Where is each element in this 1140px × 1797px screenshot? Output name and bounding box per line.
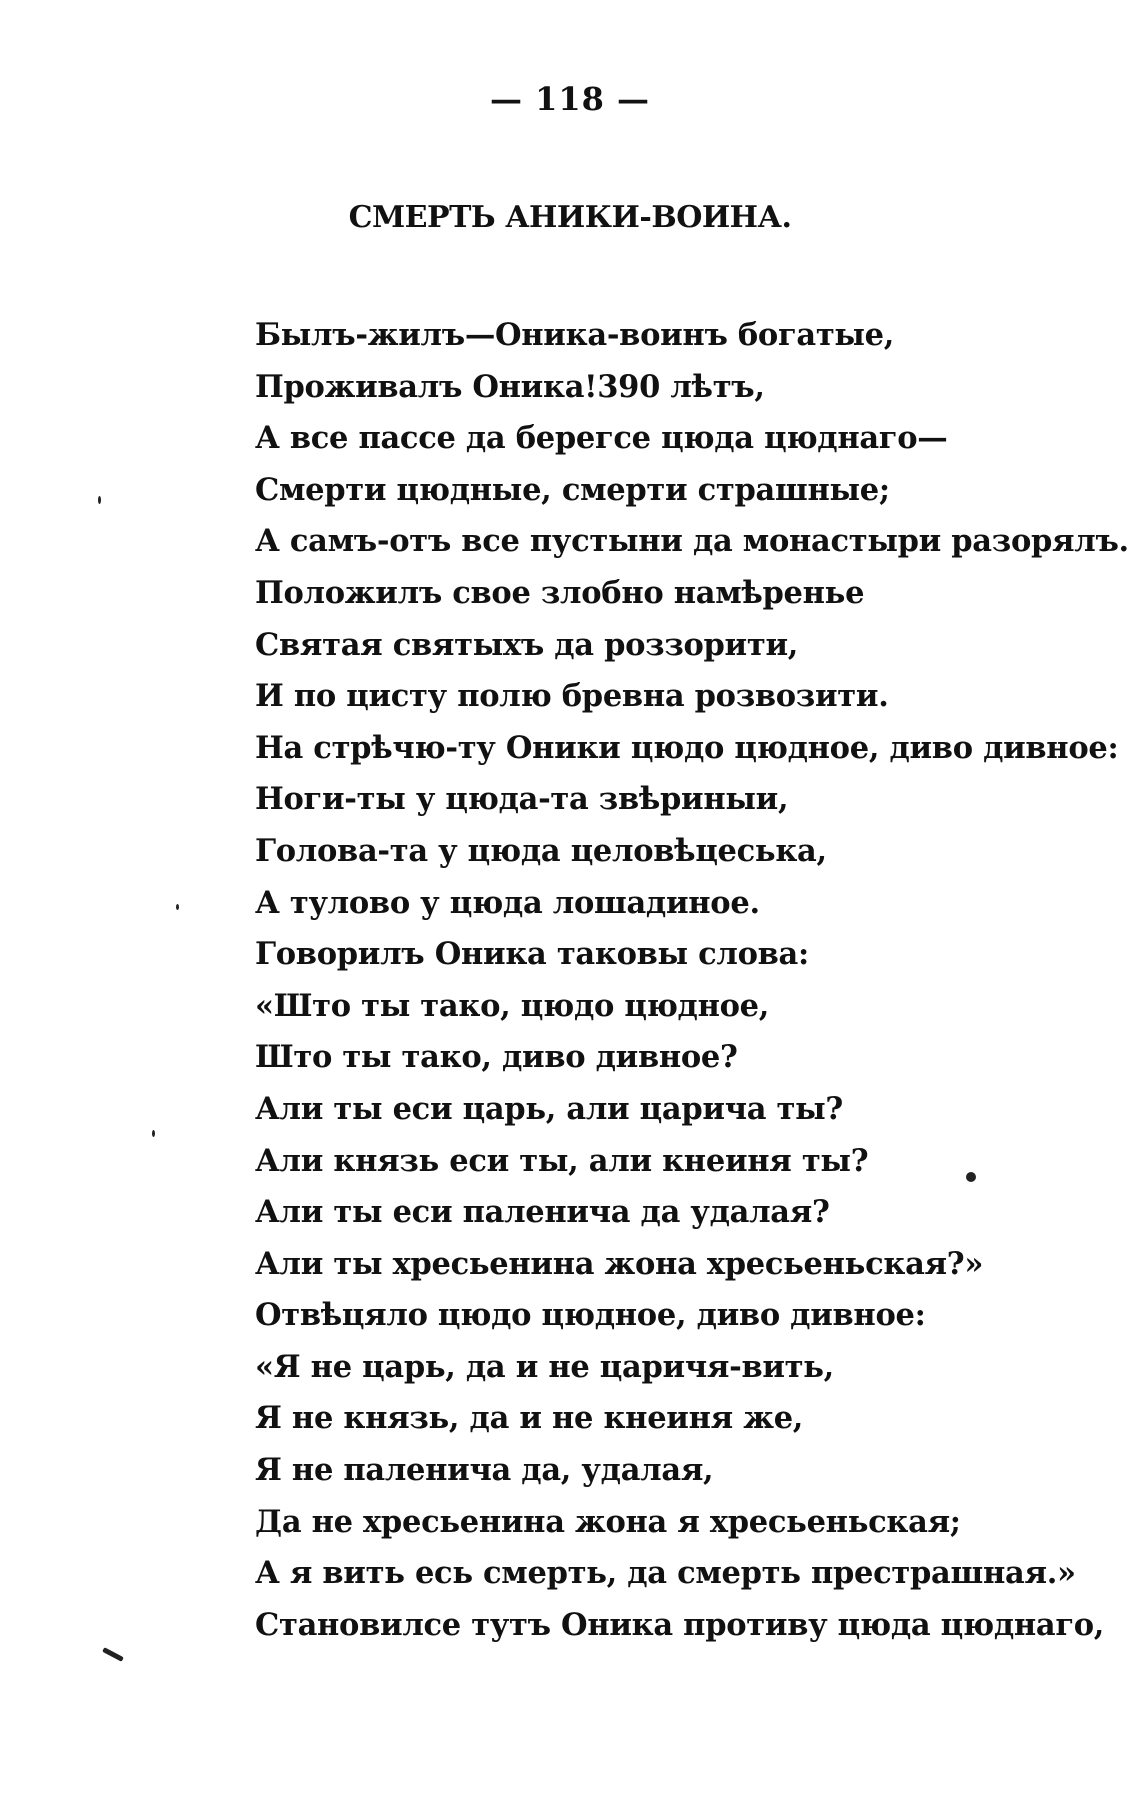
verse-line: Али ты хресьенина жона хресьеньская?» xyxy=(255,1245,984,1282)
page-number: — 118 — xyxy=(489,80,651,118)
scan-speck xyxy=(152,1130,155,1137)
verse-line: Былъ-жилъ—Оника-воинъ богатые, xyxy=(255,317,895,353)
verse-line: А самъ-отъ все пустыни да монастыри разорялъ. xyxy=(255,523,1129,560)
verse-line: На стрѣчю-ту Оники цюдо цюдное, диво дивное: xyxy=(255,729,1119,766)
verse-line: А я вить есь смерть, да смерть престрашная.» xyxy=(255,1555,1076,1592)
verse-line: Становилсе тутъ Оника противу цюда цюднаго, xyxy=(255,1606,1105,1643)
verse-line: Што ты тако, диво дивное? xyxy=(255,1039,738,1076)
verse-line: И по цисту полю бревна розвозити. xyxy=(255,678,889,715)
verse-line: Проживалъ Оника!390 лѣтъ, xyxy=(255,368,765,405)
verse-line: Али ты еси царь, али царича ты? xyxy=(255,1090,843,1127)
verse-line: Смерти цюдные, смерти страшные; xyxy=(255,471,890,508)
verse-line: «Што ты тако, цюдо цюдное, xyxy=(255,987,770,1024)
poem-title: СМЕРТЬ АНИКИ-ВОИНА. xyxy=(348,200,792,235)
verse-line: Я не князь, да и не кнеиня же, xyxy=(255,1400,804,1437)
verse-line: Али ты еси паленича да удалая? xyxy=(255,1194,830,1231)
verse-line: Отвѣцяло цюдо цюдное, диво дивное: xyxy=(255,1297,926,1334)
verse-line: «Я не царь, да и не царичя-вить, xyxy=(255,1348,834,1385)
verse-line: Положилъ свое злобно намѣренье xyxy=(255,574,865,611)
scan-speck xyxy=(966,1172,976,1182)
verse-line: Голова-та у цюда целовѣцеська, xyxy=(255,832,827,869)
verse-line: А тулово у цюда лошадиное. xyxy=(255,884,760,921)
scan-speck xyxy=(176,904,179,910)
verse-line: Ноги-ты у цюда-та звѣриныи, xyxy=(255,781,789,818)
verse-line: Али князь еси ты, али кнеиня ты? xyxy=(255,1142,869,1179)
verse-line: Я не паленича да, удалая, xyxy=(255,1452,714,1489)
verse-line: Да не хресьенина жона я хресьеньская; xyxy=(255,1503,961,1540)
poem-verse xyxy=(255,310,1129,1651)
verse-line: А все пассе да берегсе цюда цюднаго— xyxy=(255,420,948,457)
scan-speck xyxy=(102,1647,124,1662)
verse-line: Святая святыхъ да роззорити, xyxy=(255,626,799,663)
verse-line: Говорилъ Оника таковы слова: xyxy=(255,936,809,973)
scan-speck xyxy=(98,496,101,504)
